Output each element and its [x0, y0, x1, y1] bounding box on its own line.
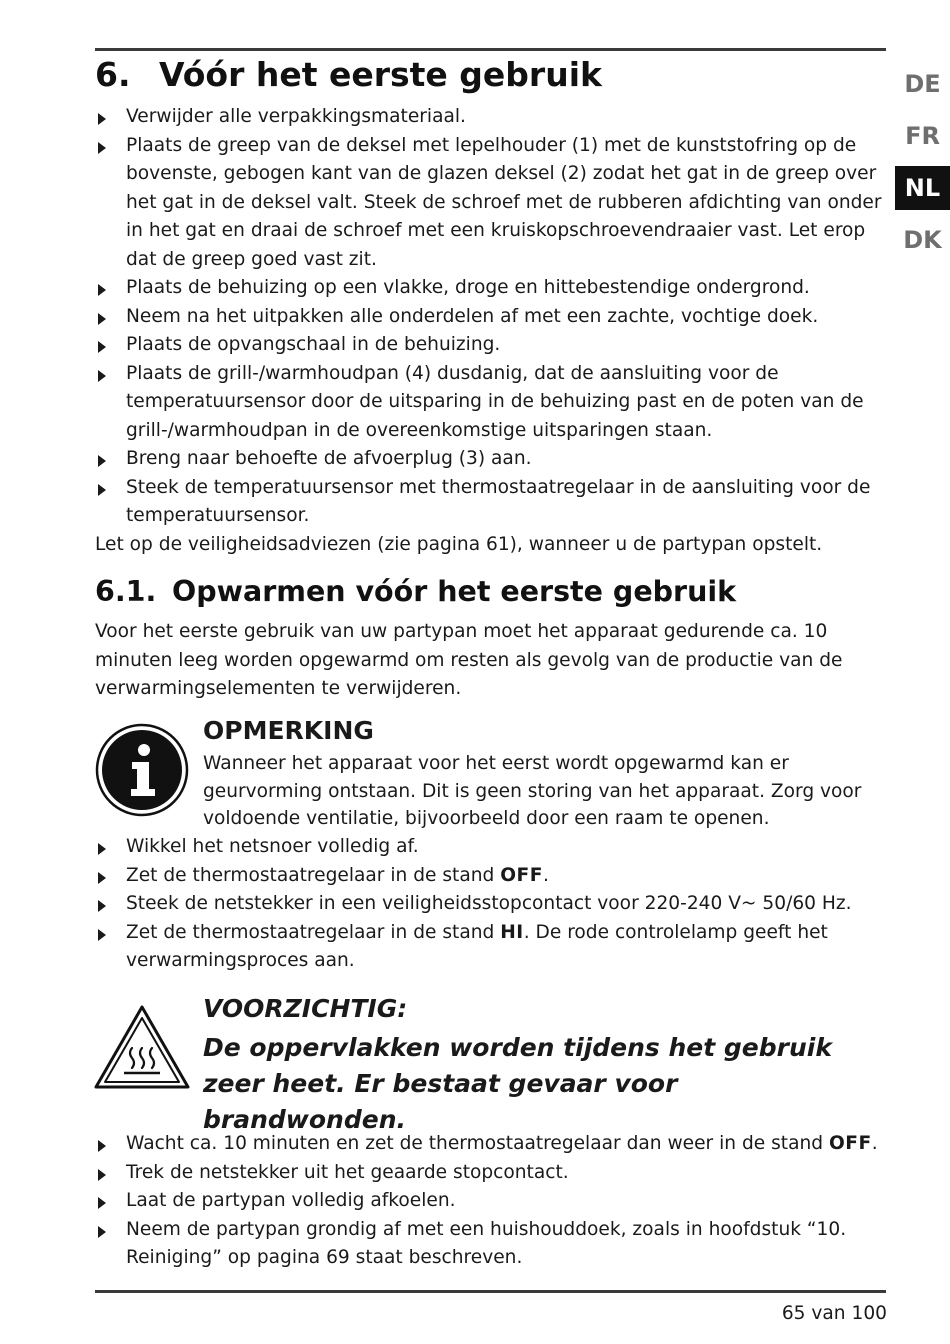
- bullet-arrow-icon: [98, 1197, 106, 1209]
- heating-step-list: [95, 833, 885, 976]
- subsection-title: Opwarmen vóór het eerste gebruik: [172, 575, 737, 608]
- top-rule: [95, 48, 886, 51]
- list-item: Wacht ca. 10 minuten en zet de thermostaatregelaar dan weer in de stand OFF.: [95, 1130, 885, 1159]
- list-item: Wikkel het netsnoer volledig af.: [95, 833, 885, 862]
- subsection-heading: [95, 574, 736, 610]
- section-number: 6.: [95, 55, 131, 94]
- bullet-arrow-icon: [98, 113, 106, 125]
- list-item: Steek de netstekker in een veiligheidsstopcontact voor 220-240 V~ 50/60 Hz.: [95, 890, 885, 919]
- section-closing-text: Let op de veiligheidsadviezen (zie pagina 61), wanneer u de partypan opstelt.: [95, 533, 823, 555]
- bullet-arrow-icon: [98, 284, 106, 296]
- heating-steps: [95, 833, 885, 976]
- bullet-arrow-icon: [98, 142, 106, 154]
- list-item: Plaats de behuizing op een vlakke, droge en hittebestendige ondergrond.: [95, 274, 885, 303]
- subsection-number: 6.1.: [95, 575, 157, 608]
- list-item: Plaats de grill-/warmhoudpan (4) dusdanig, dat de aansluiting voor de temperatuursensor door de uitsparing in de behuizing past en de poten van de grill-/warmhoudpan in de overeenkomstige uitsparingen staan.: [95, 360, 885, 446]
- bullet-arrow-icon: [98, 1226, 106, 1238]
- info-icon: [95, 723, 189, 817]
- list-item: Verwijder alle verpakkingsmateriaal.: [95, 103, 885, 132]
- bullet-arrow-icon: [98, 313, 106, 325]
- list-item: Plaats de greep van de deksel met lepelhouder (1) met de kunststofring op de bovenste, gebogen kant van de glazen deksel (2) zodat het gat in de greep over het gat in de deksel valt. Steek de schroef met de rubberen afdichting van onder in het gat en draai de schroef met een kruiskopschroevendraaier vast. Let erop dat de greep goed vast zit.: [95, 132, 885, 275]
- list-item: Zet de thermostaatregelaar in de stand HI. De rode controlelamp geeft het verwarmingsproces aan.: [95, 919, 885, 976]
- bullet-arrow-icon: [98, 929, 106, 941]
- list-item: Plaats de opvangschaal in de behuizing.: [95, 331, 885, 360]
- list-item: Neem na het uitpakken alle onderdelen af met een zachte, vochtige doek.: [95, 303, 885, 332]
- list-item: Steek de temperatuursensor met thermostaatregelaar in de aansluiting voor de temperatuursensor.: [95, 474, 885, 531]
- bullet-arrow-icon: [98, 1169, 106, 1181]
- cooling-step-list: [95, 1130, 885, 1273]
- lang-tab-fr[interactable]: FR: [905, 122, 940, 150]
- section-title: Vóór het eerste gebruik: [159, 55, 602, 94]
- list-item: Zet de thermostaatregelaar in de stand OFF.: [95, 862, 885, 891]
- bullet-arrow-icon: [98, 484, 106, 496]
- section-heading: [95, 55, 602, 95]
- note-text: Wanneer het apparaat voor het eerst wordt opgewarmd kan er geurvorming ontstaan. Dit is geen storing van het apparaat. Zorg voor voldoende ventilatie, bijvoorbeeld door een raam te openen.: [203, 753, 862, 829]
- list-item: Neem de partypan grondig af met een huishouddoek, zoals in hoofdstuk “10. Reiniging” op pagina 69 staat beschreven.: [95, 1216, 885, 1273]
- bullet-arrow-icon: [98, 341, 106, 353]
- page-number: 65 van 100: [781, 1303, 887, 1324]
- cooling-steps: [95, 1130, 885, 1273]
- subsection-intro: [95, 618, 885, 704]
- bullet-arrow-icon: [98, 843, 106, 855]
- off-symbol: OFF: [500, 864, 543, 886]
- bullet-arrow-icon: [98, 370, 106, 382]
- subsection-intro-text: Voor het eerste gebruik van uw partypan moet het apparaat gedurende ca. 10 minuten leeg worden opgewarmd om resten als gevolg van de productie van de verwarmingselementen te verwijderen.: [95, 621, 843, 699]
- lang-tab-de[interactable]: DE: [904, 70, 941, 98]
- list-item: Trek de netstekker uit het geaarde stopcontact.: [95, 1159, 885, 1188]
- bullet-arrow-icon: [98, 455, 106, 467]
- caution-text: De oppervlakken worden tijdens het gebruik zeer heet. Er bestaat gevaar voor brandwonden.: [203, 1033, 832, 1134]
- bullet-arrow-icon: [98, 1140, 106, 1152]
- lang-tab-dk[interactable]: DK: [903, 226, 942, 254]
- hi-symbol: HI: [500, 921, 524, 943]
- list-item: Breng naar behoefte de afvoerplug (3) aan.: [95, 445, 885, 474]
- hot-surface-warning-icon: [93, 1004, 191, 1090]
- list-item: Laat de partypan volledig afkoelen.: [95, 1187, 885, 1216]
- lang-tab-nl[interactable]: NL: [895, 166, 950, 210]
- bullet-arrow-icon: [98, 900, 106, 912]
- caution-title: VOORZICHTIG:: [203, 994, 408, 1023]
- bottom-rule: [95, 1290, 886, 1293]
- section-bullet-list: [95, 103, 885, 531]
- note-title: OPMERKING: [203, 716, 374, 745]
- bullet-arrow-icon: [98, 872, 106, 884]
- section-body: [95, 103, 885, 559]
- off-symbol: OFF: [829, 1133, 872, 1154]
